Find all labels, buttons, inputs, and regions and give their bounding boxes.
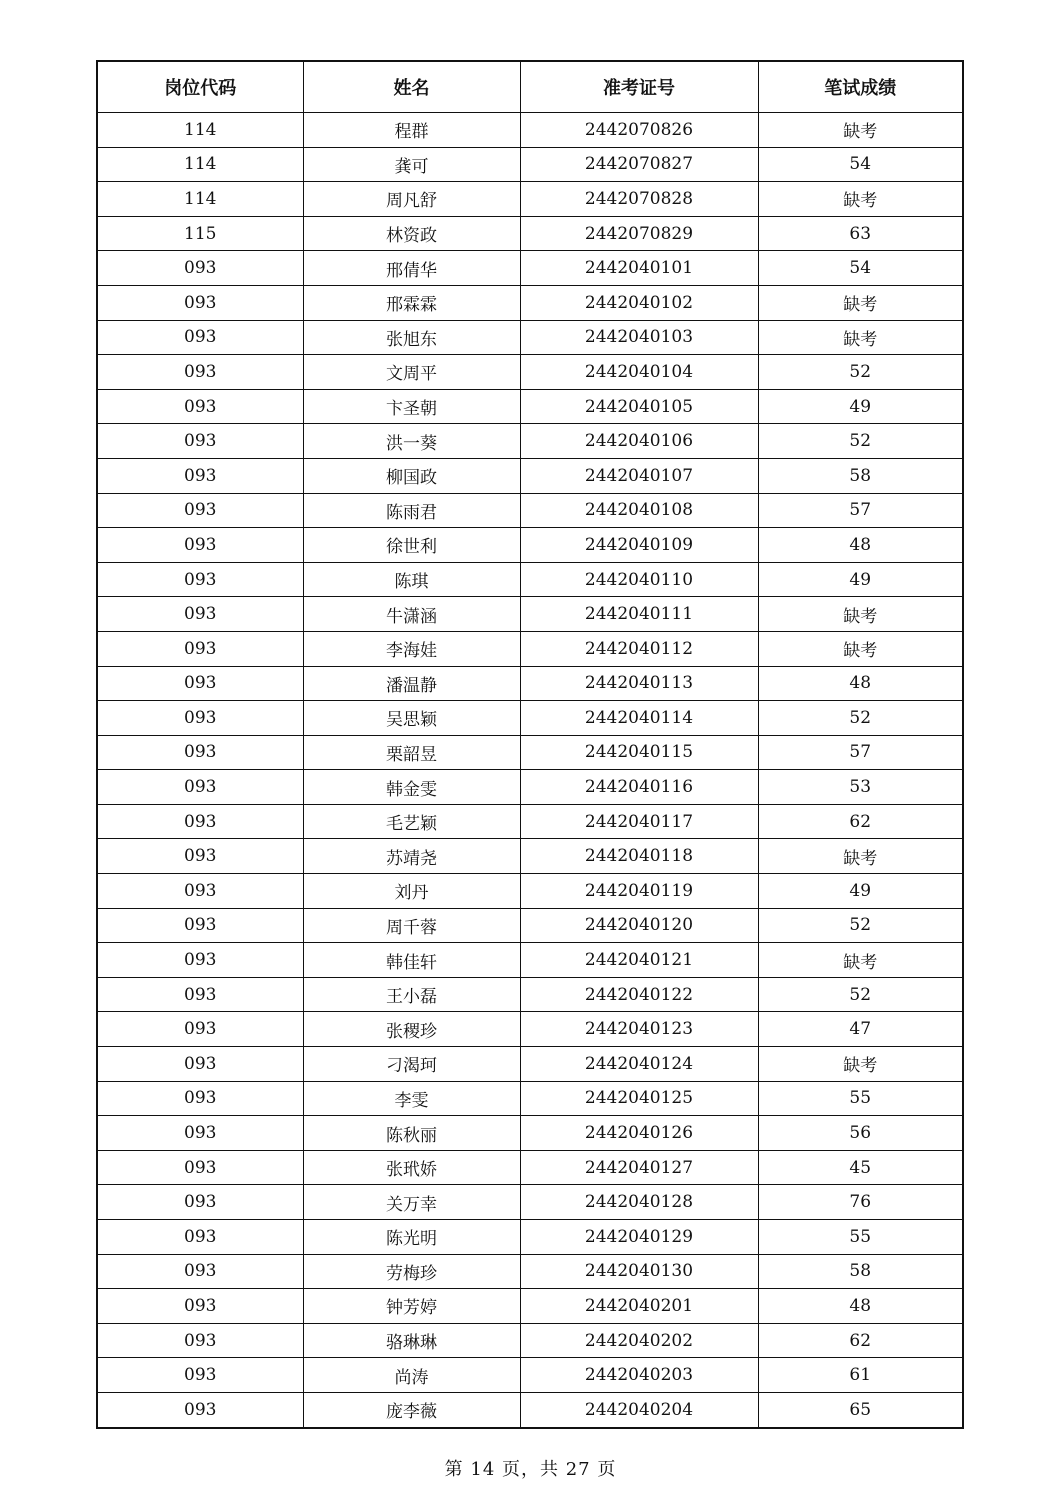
cell-ticket-number: 2442070829 (520, 216, 758, 251)
cell-written-score: 49 (758, 874, 963, 909)
table-row (97, 251, 963, 286)
cell-position-code: 093 (97, 424, 303, 459)
cell-position-code: 093 (97, 1081, 303, 1116)
cell-position-code: 093 (97, 1047, 303, 1082)
cell-name: 邢霖霖 (303, 285, 520, 320)
table-row (97, 804, 963, 839)
cell-name: 李雯 (303, 1081, 520, 1116)
cell-written-score: 61 (758, 1358, 963, 1393)
table-row (97, 977, 963, 1012)
cell-ticket-number: 2442040120 (520, 908, 758, 943)
cell-ticket-number: 2442040123 (520, 1012, 758, 1047)
cell-written-score: 49 (758, 389, 963, 424)
table-row (97, 597, 963, 632)
cell-written-score: 缺考 (758, 597, 963, 632)
cell-written-score: 56 (758, 1116, 963, 1151)
cell-ticket-number: 2442040105 (520, 389, 758, 424)
table-row (97, 874, 963, 909)
header-position-code: 岗位代码 (97, 61, 303, 113)
cell-name: 牛潇涵 (303, 597, 520, 632)
cell-written-score: 57 (758, 735, 963, 770)
cell-position-code: 093 (97, 701, 303, 736)
table-row (97, 147, 963, 182)
cell-name: 徐世利 (303, 528, 520, 563)
header-written-score: 笔试成绩 (758, 61, 963, 113)
cell-written-score: 48 (758, 666, 963, 701)
cell-ticket-number: 2442040104 (520, 355, 758, 390)
cell-name: 骆琳琳 (303, 1323, 520, 1358)
table-row (97, 424, 963, 459)
cell-position-code: 093 (97, 943, 303, 978)
cell-written-score: 65 (758, 1392, 963, 1427)
cell-written-score: 52 (758, 355, 963, 390)
cell-name: 张稷珍 (303, 1012, 520, 1047)
cell-ticket-number: 2442040124 (520, 1047, 758, 1082)
cell-ticket-number: 2442040111 (520, 597, 758, 632)
cell-written-score: 48 (758, 528, 963, 563)
table-row (97, 1081, 963, 1116)
cell-position-code: 093 (97, 1116, 303, 1151)
table-row (97, 1358, 963, 1393)
cell-position-code: 093 (97, 458, 303, 493)
table-row (97, 1220, 963, 1255)
cell-name: 龚可 (303, 147, 520, 182)
header-name: 姓名 (303, 61, 520, 113)
cell-position-code: 093 (97, 389, 303, 424)
cell-name: 韩金雯 (303, 770, 520, 805)
table-row (97, 631, 963, 666)
cell-position-code: 093 (97, 1254, 303, 1289)
table-row (97, 355, 963, 390)
cell-name: 陈雨君 (303, 493, 520, 528)
cell-written-score: 76 (758, 1185, 963, 1220)
cell-position-code: 093 (97, 355, 303, 390)
cell-position-code: 093 (97, 320, 303, 355)
cell-ticket-number: 2442040128 (520, 1185, 758, 1220)
cell-name: 张旭东 (303, 320, 520, 355)
cell-written-score: 63 (758, 216, 963, 251)
cell-ticket-number: 2442070828 (520, 182, 758, 217)
table-row (97, 1254, 963, 1289)
cell-position-code: 093 (97, 735, 303, 770)
cell-position-code: 114 (97, 147, 303, 182)
cell-position-code: 114 (97, 182, 303, 217)
cell-ticket-number: 2442070827 (520, 147, 758, 182)
cell-ticket-number: 2442040108 (520, 493, 758, 528)
cell-ticket-number: 2442040129 (520, 1220, 758, 1255)
cell-ticket-number: 2442040130 (520, 1254, 758, 1289)
table-header-row (97, 61, 963, 113)
cell-written-score: 52 (758, 701, 963, 736)
cell-name: 苏靖尧 (303, 839, 520, 874)
cell-written-score: 52 (758, 908, 963, 943)
cell-ticket-number: 2442040106 (520, 424, 758, 459)
cell-position-code: 114 (97, 113, 303, 148)
cell-position-code: 093 (97, 1012, 303, 1047)
cell-written-score: 缺考 (758, 839, 963, 874)
cell-ticket-number: 2442040125 (520, 1081, 758, 1116)
cell-position-code: 093 (97, 839, 303, 874)
cell-written-score: 55 (758, 1081, 963, 1116)
cell-written-score: 缺考 (758, 943, 963, 978)
cell-written-score: 缺考 (758, 182, 963, 217)
table-row (97, 908, 963, 943)
cell-written-score: 52 (758, 424, 963, 459)
table-row (97, 735, 963, 770)
cell-name: 洪一葵 (303, 424, 520, 459)
cell-ticket-number: 2442040112 (520, 631, 758, 666)
table-row (97, 458, 963, 493)
cell-name: 刁渴珂 (303, 1047, 520, 1082)
cell-ticket-number: 2442040110 (520, 562, 758, 597)
cell-name: 钟芳婷 (303, 1289, 520, 1324)
cell-position-code: 093 (97, 1358, 303, 1393)
table-row (97, 285, 963, 320)
cell-ticket-number: 2442040109 (520, 528, 758, 563)
table-row (97, 562, 963, 597)
cell-ticket-number: 2442040121 (520, 943, 758, 978)
cell-ticket-number: 2442040118 (520, 839, 758, 874)
cell-ticket-number: 2442040126 (520, 1116, 758, 1151)
table-row (97, 770, 963, 805)
cell-position-code: 093 (97, 631, 303, 666)
cell-position-code: 093 (97, 1185, 303, 1220)
cell-position-code: 093 (97, 908, 303, 943)
cell-written-score: 45 (758, 1150, 963, 1185)
cell-name: 栗韶昱 (303, 735, 520, 770)
cell-name: 潘温静 (303, 666, 520, 701)
table-row (97, 182, 963, 217)
cell-position-code: 093 (97, 562, 303, 597)
cell-ticket-number: 2442040114 (520, 701, 758, 736)
cell-position-code: 093 (97, 666, 303, 701)
cell-written-score: 49 (758, 562, 963, 597)
cell-name: 邢倩华 (303, 251, 520, 286)
cell-name: 王小磊 (303, 977, 520, 1012)
table-row (97, 666, 963, 701)
cell-ticket-number: 2442040107 (520, 458, 758, 493)
cell-name: 柳国政 (303, 458, 520, 493)
cell-name: 庞李薇 (303, 1392, 520, 1427)
cell-written-score: 缺考 (758, 631, 963, 666)
cell-name: 劳梅珍 (303, 1254, 520, 1289)
cell-name: 周凡舒 (303, 182, 520, 217)
cell-name: 韩佳轩 (303, 943, 520, 978)
table-row (97, 216, 963, 251)
cell-name: 刘丹 (303, 874, 520, 909)
cell-position-code: 093 (97, 977, 303, 1012)
cell-name: 张玳娇 (303, 1150, 520, 1185)
cell-name: 周千蓉 (303, 908, 520, 943)
table-row (97, 839, 963, 874)
cell-position-code: 093 (97, 1289, 303, 1324)
table-row (97, 943, 963, 978)
cell-position-code: 093 (97, 1323, 303, 1358)
cell-ticket-number: 2442040103 (520, 320, 758, 355)
cell-written-score: 58 (758, 1254, 963, 1289)
table-row (97, 493, 963, 528)
cell-name: 毛艺颖 (303, 804, 520, 839)
cell-name: 吴思颖 (303, 701, 520, 736)
cell-ticket-number: 2442040119 (520, 874, 758, 909)
cell-written-score: 缺考 (758, 285, 963, 320)
header-ticket-number: 准考证号 (520, 61, 758, 113)
cell-written-score: 53 (758, 770, 963, 805)
cell-position-code: 093 (97, 804, 303, 839)
cell-name: 陈光明 (303, 1220, 520, 1255)
cell-position-code: 115 (97, 216, 303, 251)
table-row (97, 1047, 963, 1082)
cell-name: 卞圣朝 (303, 389, 520, 424)
cell-name: 文周平 (303, 355, 520, 390)
cell-position-code: 093 (97, 874, 303, 909)
cell-written-score: 52 (758, 977, 963, 1012)
cell-ticket-number: 2442040116 (520, 770, 758, 805)
cell-written-score: 54 (758, 251, 963, 286)
cell-ticket-number: 2442040122 (520, 977, 758, 1012)
table-row (97, 1150, 963, 1185)
cell-ticket-number: 2442040115 (520, 735, 758, 770)
cell-ticket-number: 2442040113 (520, 666, 758, 701)
cell-position-code: 093 (97, 493, 303, 528)
cell-position-code: 093 (97, 597, 303, 632)
table-row (97, 1116, 963, 1151)
cell-written-score: 54 (758, 147, 963, 182)
cell-name: 林资政 (303, 216, 520, 251)
cell-written-score: 62 (758, 1323, 963, 1358)
cell-written-score: 48 (758, 1289, 963, 1324)
cell-name: 李海娃 (303, 631, 520, 666)
cell-written-score: 55 (758, 1220, 963, 1255)
score-table (96, 60, 964, 1429)
table-row (97, 1012, 963, 1047)
cell-position-code: 093 (97, 1392, 303, 1427)
cell-ticket-number: 2442040203 (520, 1358, 758, 1393)
table-row (97, 1392, 963, 1427)
cell-position-code: 093 (97, 1150, 303, 1185)
cell-written-score: 62 (758, 804, 963, 839)
cell-name: 尚涛 (303, 1358, 520, 1393)
cell-name: 陈秋丽 (303, 1116, 520, 1151)
table-row (97, 528, 963, 563)
page-number: 第 14 页，共 27 页 (444, 1459, 617, 1480)
cell-ticket-number: 2442040102 (520, 285, 758, 320)
table-row (97, 389, 963, 424)
cell-written-score: 缺考 (758, 113, 963, 148)
cell-position-code: 093 (97, 528, 303, 563)
cell-ticket-number: 2442040202 (520, 1323, 758, 1358)
cell-written-score: 58 (758, 458, 963, 493)
cell-written-score: 57 (758, 493, 963, 528)
cell-ticket-number: 2442040127 (520, 1150, 758, 1185)
cell-written-score: 缺考 (758, 320, 963, 355)
table-row (97, 320, 963, 355)
table-body (97, 113, 963, 1428)
cell-position-code: 093 (97, 1220, 303, 1255)
cell-position-code: 093 (97, 285, 303, 320)
cell-name: 陈琪 (303, 562, 520, 597)
cell-written-score: 缺考 (758, 1047, 963, 1082)
cell-position-code: 093 (97, 770, 303, 805)
table-row (97, 1323, 963, 1358)
cell-position-code: 093 (97, 251, 303, 286)
table-row (97, 1185, 963, 1220)
cell-ticket-number: 2442070826 (520, 113, 758, 148)
cell-ticket-number: 2442040204 (520, 1392, 758, 1427)
cell-name: 程群 (303, 113, 520, 148)
cell-name: 关万幸 (303, 1185, 520, 1220)
table-row (97, 1289, 963, 1324)
cell-ticket-number: 2442040117 (520, 804, 758, 839)
table-row (97, 701, 963, 736)
cell-written-score: 47 (758, 1012, 963, 1047)
cell-ticket-number: 2442040201 (520, 1289, 758, 1324)
table-row (97, 113, 963, 148)
cell-ticket-number: 2442040101 (520, 251, 758, 286)
